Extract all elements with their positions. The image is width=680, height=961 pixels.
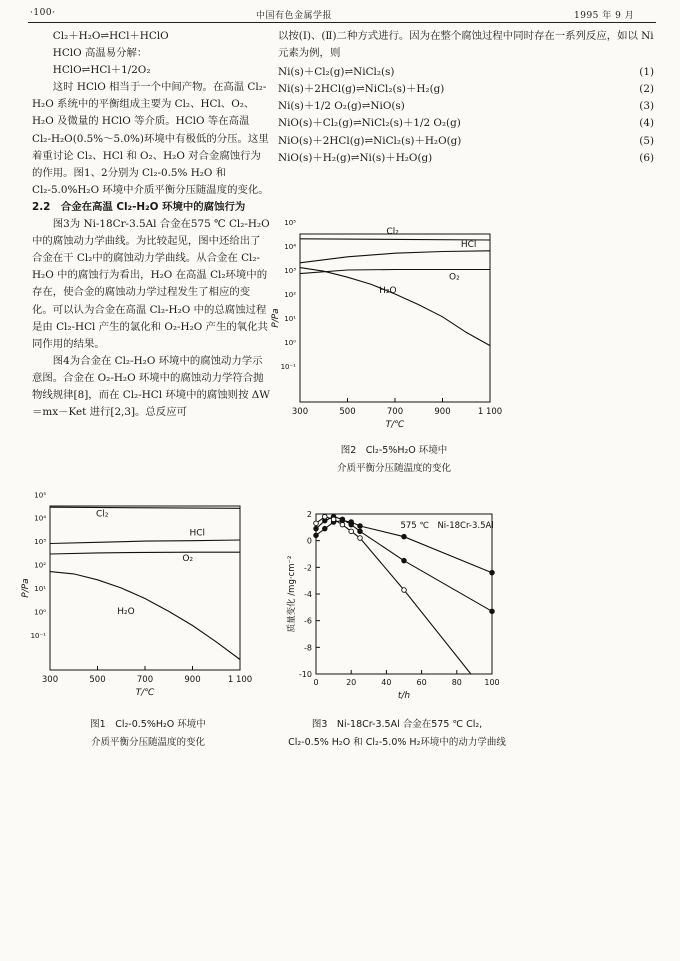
equation-row bbox=[278, 98, 658, 115]
series-line-2 bbox=[50, 552, 240, 554]
y-tick-label: 10⁵ bbox=[284, 219, 296, 227]
right-intro: 以按(Ⅰ)、(Ⅱ)二种方式进行。因为在整个腐蚀过程中同时存在一系列反应，如以 Ni 元素为例，则 bbox=[278, 30, 654, 60]
page-number: ·100· bbox=[30, 8, 56, 18]
data-point bbox=[323, 514, 328, 519]
y-tick-label: 10⁴ bbox=[34, 514, 46, 523]
figure-2-caption-line-2: 介质平衡分压随温度的变化 bbox=[336, 463, 451, 474]
figure-3-caption-line-1: 图3 Ni-18Cr-3.5Al 合金在575 ℃ Cl₂, bbox=[311, 719, 483, 730]
y-tick-label: 2 bbox=[306, 510, 312, 519]
y-tick-label: 10⁻¹ bbox=[280, 363, 296, 371]
x-tick-label: 20 bbox=[346, 678, 357, 687]
data-point bbox=[314, 526, 319, 531]
series-label: O₂ bbox=[182, 554, 194, 565]
y-axis-label: P/Pa bbox=[271, 308, 281, 328]
data-point bbox=[323, 526, 328, 531]
y-tick-label: 10⁴ bbox=[284, 243, 296, 251]
figure-2-chart bbox=[271, 219, 504, 430]
data-point bbox=[402, 588, 407, 593]
equation-text: Ni(s)＋2HCl(g)⇌NiCl₂(s)＋H₂(g) bbox=[278, 83, 445, 96]
x-tick-label: 1 100 bbox=[477, 407, 503, 417]
y-tick-label: -2 bbox=[304, 563, 312, 573]
series-label: H₂O bbox=[379, 285, 397, 296]
data-point bbox=[349, 529, 354, 534]
data-point bbox=[490, 609, 495, 614]
y-tick-label: -8 bbox=[304, 643, 312, 653]
series-label: Cl₂ bbox=[96, 509, 109, 520]
equation-number: (2) bbox=[639, 83, 654, 96]
y-tick-label: 10⁰ bbox=[34, 608, 46, 617]
equation-text: NiO(s)＋Cl₂(g)⇌NiCl₂(s)＋1/2 O₂(g) bbox=[278, 117, 461, 130]
figure-3-caption-line-2: Cl₂-0.5% H₂O 和 Cl₂-5.0% H₂环境中的动力学曲线 bbox=[288, 737, 506, 748]
figure-2-caption-line-1: 图2 Cl₂-5%H₂O 环境中 bbox=[340, 445, 448, 456]
x-axis-label: t/h bbox=[397, 691, 411, 701]
header-rule bbox=[28, 22, 656, 23]
series-label: HCl bbox=[460, 240, 477, 251]
x-axis-label: T/℃ bbox=[135, 688, 155, 698]
paragraph-3: 图4为合金在 Cl₂-H₂O 环境中的腐蚀动力学示意图。合金在 O₂-H₂O 环境中的腐蚀动力学符合抛物线规律[8]，而在 Cl₂-HCl 环境中的腐蚀则按 ΔW＝mx－Ket 进行[2,3]。总反应可 bbox=[32, 354, 270, 419]
y-tick-label: 10⁰ bbox=[284, 339, 296, 347]
series-line-3 bbox=[300, 268, 490, 346]
y-tick-label: 10¹ bbox=[284, 315, 296, 323]
data-point bbox=[314, 521, 319, 526]
y-tick-label: 10¹ bbox=[34, 585, 46, 593]
reaction-line-3: HClO⇌HCl＋1/2O₂ bbox=[52, 64, 151, 77]
right-column bbox=[278, 28, 658, 167]
equation-text: NiO(s)＋H₂(g)⇌Ni(s)＋H₂O(g) bbox=[278, 151, 433, 164]
equation-text: NiO(s)＋2HCl(g)⇌NiCl₂(s)＋H₂O(g) bbox=[278, 134, 462, 147]
figure-3-chart bbox=[280, 508, 502, 704]
series-line-2 bbox=[300, 270, 490, 274]
left-column bbox=[32, 28, 270, 421]
series-line-3 bbox=[50, 572, 240, 660]
x-tick-label: 40 bbox=[381, 678, 392, 687]
y-tick-label: 10⁵ bbox=[34, 491, 46, 500]
paragraph-1: 这时 HClO 相当于一个中间产物。在高温 Cl₂-H₂O 系统中的平衡组成主要为 Cl₂、HCl、O₂、H₂O 及微量的 HClO 等介质。HClO 等在高温 Cl₂-H₂O(0.5%～5.0%)环境中有极低的分压。这里着重讨论 Cl₂、HCl 和 O₂、H₂O 对合金腐蚀行为的作用。图1、2分别为 Cl₂-0.5% H₂O 和 Cl₂-5.0%H₂O 环境中介质平衡分压随温度的变化。 bbox=[32, 81, 269, 196]
figure-2-caption bbox=[294, 442, 494, 478]
reaction-line-1: Cl₂＋H₂O⇌HCl＋HClO bbox=[52, 30, 169, 42]
x-tick-label: 0 bbox=[313, 678, 319, 687]
y-tick-label: 10³ bbox=[34, 538, 46, 547]
data-point bbox=[358, 536, 363, 541]
figure-1-chart bbox=[14, 491, 253, 698]
x-tick-label: 500 bbox=[89, 675, 106, 685]
equation-text: Ni(s)＋1/2 O₂(g)⇌NiO(s) bbox=[278, 100, 405, 113]
data-point bbox=[358, 524, 363, 529]
x-tick-label: 100 bbox=[484, 678, 500, 687]
data-point bbox=[340, 522, 345, 527]
series-label: HCl bbox=[189, 528, 206, 539]
x-tick-label: 300 bbox=[291, 407, 309, 417]
equation-row bbox=[278, 81, 658, 98]
equation-row bbox=[278, 64, 658, 81]
y-tick-label: 10² bbox=[34, 561, 46, 570]
y-axis-label: P/Pa bbox=[21, 578, 31, 598]
paragraph-2: 图3为 Ni-18Cr-3.5Al 合金在575 ℃ Cl₂-H₂O 中的腐蚀动力学曲线。为比较起见，图中还给出了合金在干 Cl₂中的腐蚀动力学曲线。从合金在 Cl₂-H₂O 中的腐蚀行为看出，H₂O 在高温 Cl₂环境中的存在，使合金的腐蚀动力学过程发生了相应的变化。可以认为合金在高温 Cl₂-H₂O 中的总腐蚀过程是由 Cl₂-HCl 产生的氯化和 O₂-H₂O 产生的氧化共同作用的结果。 bbox=[32, 218, 270, 350]
data-point bbox=[340, 517, 345, 522]
y-tick-label: 10³ bbox=[284, 267, 296, 275]
equation-number: (4) bbox=[639, 117, 654, 130]
x-tick-label: 80 bbox=[451, 678, 462, 687]
series-line-1 bbox=[50, 540, 240, 544]
plot-frame bbox=[50, 506, 240, 670]
x-tick-label: 900 bbox=[184, 675, 201, 685]
data-point bbox=[358, 529, 363, 534]
x-tick-label: 1 100 bbox=[227, 675, 253, 685]
series-label: Cl₂ bbox=[386, 227, 399, 237]
x-tick-label: 900 bbox=[434, 407, 451, 417]
x-tick-label: 700 bbox=[386, 407, 404, 417]
chart-title: 575 ℃ Ni-18Cr-3.5Al bbox=[400, 521, 494, 531]
equation-row bbox=[278, 133, 658, 150]
equation-number: (1) bbox=[639, 66, 654, 79]
equation-row bbox=[278, 115, 658, 132]
series-line-0 bbox=[50, 507, 240, 508]
equation-text: Ni(s)＋Cl₂(g)⇌NiCl₂(s) bbox=[278, 66, 395, 79]
equation-list bbox=[278, 64, 658, 167]
data-point bbox=[402, 534, 407, 539]
data-point bbox=[331, 517, 336, 522]
data-point bbox=[349, 522, 354, 527]
series-label: H₂O bbox=[117, 606, 135, 617]
figure-1-caption-line-2: 介质平衡分压随温度的变化 bbox=[90, 737, 205, 748]
y-tick-label: 10⁻¹ bbox=[30, 631, 46, 640]
y-tick-label: -10 bbox=[298, 670, 312, 679]
reaction-line-2: HClO 高温易分解： bbox=[52, 47, 148, 60]
data-point bbox=[314, 533, 319, 538]
series-label: O₂ bbox=[449, 272, 460, 283]
x-axis-label: T/℃ bbox=[385, 420, 405, 430]
x-tick-label: 60 bbox=[416, 678, 427, 687]
equation-number: (5) bbox=[639, 134, 654, 147]
x-tick-label: 500 bbox=[339, 407, 356, 417]
issue-date: 1995 年 9 月 bbox=[574, 11, 635, 21]
equation-number: (6) bbox=[639, 151, 654, 164]
y-tick-label: -6 bbox=[304, 616, 312, 626]
x-tick-label: 300 bbox=[41, 675, 59, 685]
figure-1-caption-line-1: 图1 Cl₂-0.5%H₂O 环境中 bbox=[90, 719, 206, 730]
equation-row bbox=[278, 150, 658, 167]
y-axis-label: 质量变化 /mg·cm⁻² bbox=[287, 555, 297, 633]
series-line-1 bbox=[300, 251, 490, 263]
y-tick-label: 10² bbox=[284, 291, 296, 299]
y-tick-label: 0 bbox=[306, 536, 312, 546]
kinetics-line-2 bbox=[316, 517, 471, 674]
figure-1-caption bbox=[48, 716, 248, 752]
equation-number: (3) bbox=[639, 100, 654, 113]
y-tick-label: -4 bbox=[304, 590, 312, 599]
figure-3-caption bbox=[262, 716, 532, 752]
data-point bbox=[490, 570, 495, 575]
journal-title: 中国有色金属学报 bbox=[256, 11, 333, 21]
x-tick-label: 700 bbox=[136, 675, 154, 685]
data-point bbox=[402, 558, 407, 563]
section-heading: 2.2 合金在高温 Cl₂-H₂O 环境中的腐蚀行为 bbox=[32, 200, 246, 213]
